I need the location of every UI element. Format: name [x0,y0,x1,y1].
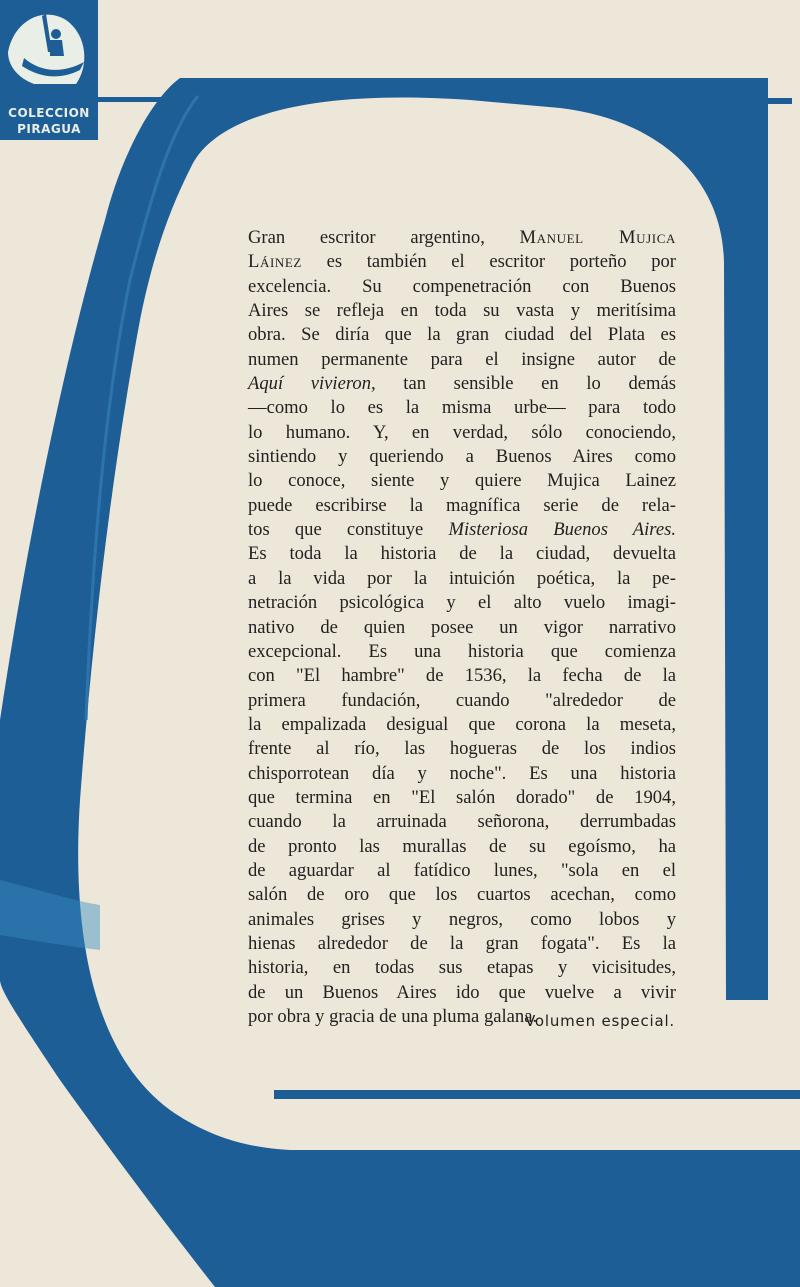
text-line: de pronto las murallas de su egoísmo, ha [248,835,676,857]
text-line: primera fundación, cuando "alrededor de [248,689,676,711]
text-line: a la vida por la intuición poética, la pe- [248,567,676,589]
coleccion-piragua-logo [0,0,98,140]
top-right-rule [768,98,792,104]
text-line: sintiendo y queriendo a Buenos Aires como [248,446,676,468]
text-line: chisporrotean día y noche". Es una historia [248,762,676,784]
text-line: —como lo es la misma urbe— para todo [248,397,676,419]
text-line: netración psicológica y el alto vuelo imagi- [248,592,676,614]
text-line: excepcional. Es una historia que comienza [248,640,676,662]
text-line: frente al río, las hogueras de los indios [248,738,676,760]
text-line: historia, en todas sus etapas y vicisitudes, [248,957,676,979]
text-line: tos que constituye Misteriosa Buenos Aires. [248,519,676,541]
text-line: puede escribirse la magnífica serie de rela- [248,494,676,516]
book-title: Misteriosa Buenos Aires. [448,519,676,541]
text-line: cuando la arruinada señorona, derrumbadas [248,811,676,833]
top-rule [98,97,182,102]
text-line: Es toda la historia de la ciudad, devuelta [248,543,676,565]
text-line: Aquí vivieron, tan sensible en lo demás [248,373,676,395]
blurb-text [248,226,676,1029]
text-line: hienas alrededor de la gran fogata". Es la [248,932,676,954]
book-title: Aquí vivieron, [248,373,376,395]
text-line: la empalizada desigual que corona la meseta, [248,713,676,735]
canoe-paddler-icon [0,0,98,98]
text-line: Gran escritor argentino, Manuel Mujica [248,227,676,248]
text-line: con "El hambre" de 1536, la fecha de la [248,665,676,687]
text-line: de un Buenos Aires ido que vuelve a vivir [248,981,676,1003]
text-line: animales grises y negros, como lobos y [248,908,676,930]
author-name: Manuel Mujica [519,227,676,248]
text-line: salón de oro que los cuartos acechan, como [248,884,676,906]
bottom-bar [274,1090,800,1099]
text-line: de aguardar al fatídico lunes, "sola en el [248,859,676,881]
text-line: que termina en "El salón dorado" de 1904, [248,786,676,808]
text-line: Aires se refleja en toda su vasta y meritísima [248,300,676,322]
logo-text-piragua: PIRAGUA [17,122,81,136]
author-name: Láinez [248,251,302,273]
text-line: Láinez es también el escritor porteño por [248,251,676,273]
text-line: obra. Se diría que la gran ciudad del Plata es [248,324,676,346]
text-line: lo conoce, siente y quiere Mujica Lainez [248,470,676,492]
text-line: por obra y gracia de una pluma galana. [248,1006,538,1027]
text-line: nativo de quien posee un vigor narrativo [248,616,676,638]
text-line: numen permanente para el insigne autor de [248,348,676,370]
volumen-especial-label: Volumen especial. [525,1012,675,1030]
logo-text-coleccion: COLECCION [8,106,90,120]
text-line: lo humano. Y, en verdad, sólo conociendo, [248,421,676,443]
text-line: excelencia. Su compenetración con Buenos [248,275,676,297]
